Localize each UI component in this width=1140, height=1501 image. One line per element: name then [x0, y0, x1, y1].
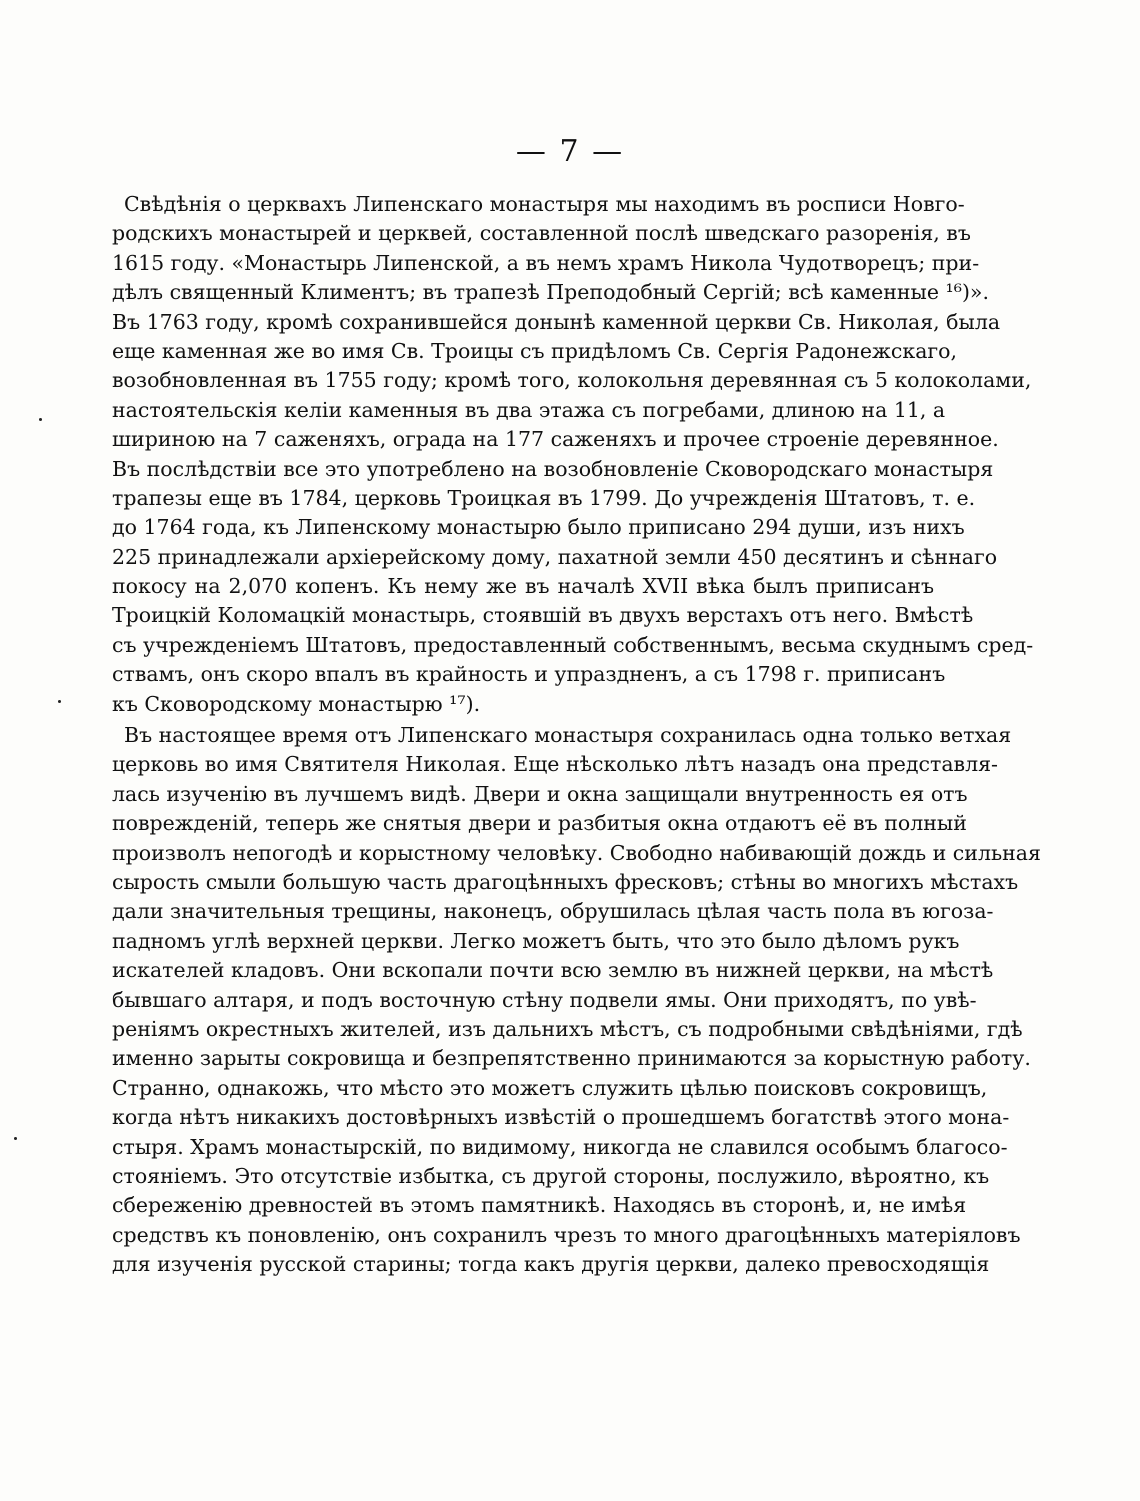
- text-line: когда нѣтъ никакихъ достовѣрныхъ извѣстій о прошедшемъ богатствѣ этого мона-: [112, 1105, 1010, 1130]
- text-line: дѣлъ священный Климентъ; въ трапезѣ Преподобный Сергій; всѣ каменные ¹⁶)».: [112, 280, 989, 305]
- text-line: сбереженію древностей въ этомъ памятникѣ. Находясь въ сторонѣ, и, не имѣя: [112, 1193, 967, 1218]
- text-line: еще каменная же во имя Св. Троицы съ придѣломъ Св. Сергія Радонежскаго,: [112, 338, 958, 363]
- text-line: поврежденій, теперь же снятыя двери и разбитыя окна отдаютъ её въ полный: [112, 811, 967, 836]
- text-line: Въ послѣдствіи все это употреблено на возобновленіе Сковородскаго монастыря: [112, 456, 994, 481]
- text-line: церковь во имя Святителя Николая. Еще нѣсколько лѣтъ назадъ она представля-: [112, 752, 998, 777]
- text-line: ствамъ, онъ скоро впалъ въ крайность и упраздненъ, а съ 1798 г. приписанъ: [112, 662, 946, 687]
- scan-speck: [58, 700, 61, 703]
- text-line: Троицкій Коломацкій монастырь, стоявшій въ двухъ верстахъ отъ него. Вмѣстѣ: [112, 603, 974, 628]
- text-line: шириною на 7 саженяхъ, ограда на 177 саженяхъ и прочее строеніе деревянное.: [112, 427, 999, 452]
- text-line: средствъ къ поновленію, онъ сохранилъ чрезъ то много драгоцѣнныхъ матеріяловъ: [112, 1222, 1021, 1247]
- text-line: Въ настоящее время отъ Липенскаго монастыря сохранилась одна только ветхая: [124, 723, 1012, 748]
- text-line: стыря. Храмъ монастырскій, по видимому, никогда не славился особымъ благосо-: [112, 1134, 1008, 1159]
- text-line: Странно, однакожь, что мѣсто это можетъ служить цѣлью поисковъ сокровищъ,: [112, 1075, 988, 1100]
- scan-speck: [39, 418, 42, 421]
- text-line: искателей кладовъ. Они вскопали почти всю землю въ нижней церкви, на мѣстѣ: [112, 958, 994, 983]
- text-line: Въ 1763 году, кромѣ сохранившейся донынѣ каменной церкви Св. Николая, была: [112, 309, 1001, 334]
- text-line: лась изученію въ лучшемъ видѣ. Двери и окна защищали внутренность ея отъ: [112, 781, 968, 806]
- text-line: трапезы еще въ 1784, церковь Троицкая въ 1799. До учрежденія Штатовъ, т. е.: [112, 485, 976, 510]
- text-line: покосу на 2,070 копенъ. Къ нему же въ началѣ XVII вѣка былъ приписанъ: [112, 574, 934, 599]
- paragraph-1: [112, 190, 1034, 719]
- page-number: — 7 —: [515, 134, 625, 169]
- text-line: бывшаго алтаря, и подъ восточную стѣну подвели ямы. Они приходятъ, по увѣ-: [112, 987, 977, 1012]
- text-line: Свѣдѣнія о церквахъ Липенскаго монастыря мы находимъ въ росписи Новго-: [124, 192, 965, 216]
- text-line: падномъ углѣ верхней церкви. Легко можетъ быть, что это было дѣломъ рукъ: [112, 928, 960, 953]
- text-line: сырость смыли большую часть драгоцѣнныхъ фресковъ; стѣны во многихъ мѣстахъ: [112, 869, 1019, 894]
- text-line: произволъ непогодѣ и корыстному человѣку. Свободно набивающій дождь и сильная: [112, 840, 1041, 865]
- paragraph-2: [112, 721, 1041, 1279]
- text-line: родскихъ монастырей и церквей, составленной послѣ шведскаго разоренія, въ: [112, 221, 971, 246]
- text-line: дали значительныя трещины, наконецъ, обрушилась цѣлая часть пола въ югоза-: [112, 899, 994, 924]
- text-line: реніямъ окрестныхъ жителей, изъ дальнихъ мѣстъ, съ подробными свѣдѣніями, гдѣ: [112, 1016, 1023, 1041]
- text-line: стояніемъ. Это отсутствіе избытка, съ другой стороны, послужило, вѣроятно, къ: [112, 1163, 990, 1188]
- text-line: возобновленная въ 1755 году; кромѣ того, колокольня деревянная съ 5 колоколами,: [112, 368, 1032, 393]
- text-line: къ Сковородскому монастырю ¹⁷).: [112, 691, 481, 716]
- text-line: 1615 году. «Монастырь Липенской, а въ немъ храмъ Никола Чудотворецъ; при-: [112, 250, 980, 275]
- text-line: 225 принадлежали архіерейскому дому, пахатной земли 450 десятинъ и сѣннаго: [112, 544, 998, 569]
- text-line: настоятельскія келіи каменныя въ два этажа съ погребами, длиною на 11, а: [112, 397, 946, 422]
- text-line: для изученія русской старины; тогда какъ другія церкви, далеко превосходящія: [112, 1252, 990, 1277]
- scan-speck: [14, 1137, 17, 1140]
- body-text: [112, 190, 1041, 1279]
- text-line: до 1764 года, къ Липенскому монастырю было приписано 294 души, изъ нихъ: [112, 515, 965, 540]
- text-line: именно зарыты сокровища и безпрепятственно принимаются за корыстную работу.: [112, 1046, 1031, 1071]
- text-line: съ учрежденіемъ Штатовъ, предоставленный собственнымъ, весьма скуднымъ сред-: [112, 632, 1034, 657]
